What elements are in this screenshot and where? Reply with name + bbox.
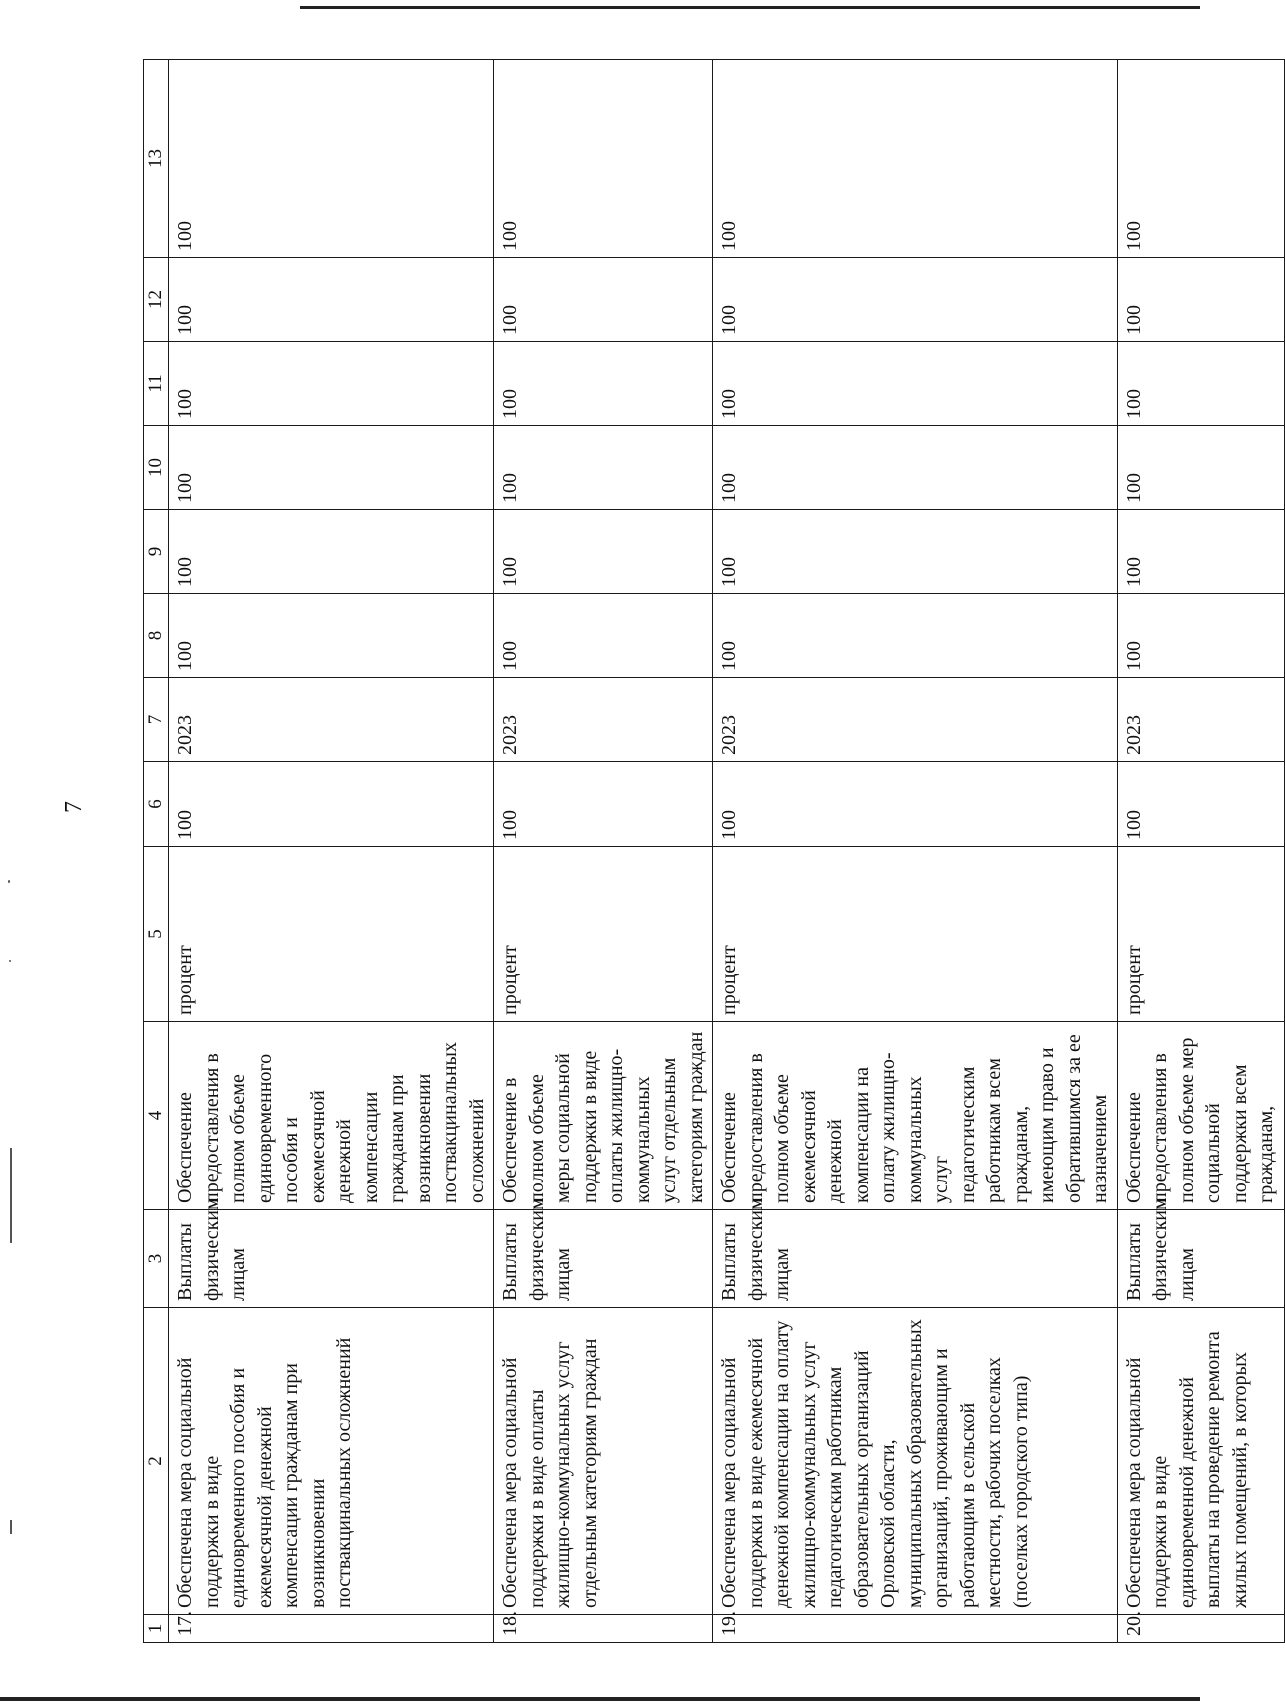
measure-name: Обеспечена мера социальной поддержки в виде ежемесячной денежной компенсации на оплату жилищно-коммунальных услуг педагогическим работникам образовательных организаций Орловской области, муниципальных образовательных организаций, проживающим и работающим в сельской местности, рабочих поселках (поселках городского типа) xyxy=(713,1308,1118,1615)
page-number: 7 xyxy=(61,801,87,813)
value-cell: 100 xyxy=(713,60,1118,258)
header-cell: 7 xyxy=(144,678,169,762)
value-cell: 100 xyxy=(169,594,494,678)
header-cell: 6 xyxy=(144,762,169,847)
unit: процент xyxy=(1117,847,1284,1022)
value-cell: 100 xyxy=(494,426,713,510)
row-number: 19. xyxy=(713,1615,1118,1643)
value-cell: 100 xyxy=(713,426,1118,510)
value-cell: 100 xyxy=(494,60,713,258)
unit: процент xyxy=(494,847,713,1022)
value-cell: 100 xyxy=(494,258,713,342)
measure-type: Выплаты физическим лицам xyxy=(494,1210,713,1308)
value-cell: 100 xyxy=(1117,594,1284,678)
header-cell: 4 xyxy=(144,1022,169,1210)
header-cell: 2 xyxy=(144,1308,169,1615)
row-number: 18. xyxy=(494,1615,713,1643)
indicator-name: Обеспечение предоставления в полном объеме мер социальной поддержки всем гражданам, xyxy=(1117,1022,1284,1210)
header-cell: 8 xyxy=(144,594,169,678)
measure-type: Выплаты физическим лицам xyxy=(169,1210,494,1308)
value-cell: 100 xyxy=(494,342,713,426)
measure-type: Выплаты физическим лицам xyxy=(1117,1210,1284,1308)
indicator-name: Обеспечение в полном объеме меры социальной поддержки в виде оплаты жилищно-коммунальных услуг отдельным категориям граждан xyxy=(494,1022,713,1210)
header-cell: 3 xyxy=(144,1210,169,1308)
header-cell: 13 xyxy=(144,60,169,258)
value-cell: 100 xyxy=(169,258,494,342)
base-value: 100 xyxy=(169,762,494,847)
value-cell: 100 xyxy=(494,510,713,594)
value-cell: 100 xyxy=(713,510,1118,594)
indicators-table xyxy=(143,59,1285,1643)
header-cell: 11 xyxy=(144,342,169,426)
table-row xyxy=(1117,60,1284,1643)
unit: процент xyxy=(713,847,1118,1022)
base-value: 100 xyxy=(494,762,713,847)
value-cell: 100 xyxy=(169,342,494,426)
measure-name: Обеспечена мера социальной поддержки в виде единовременной денежной выплаты на проведение ремонта жилых помещений, в которых xyxy=(1117,1308,1284,1615)
table-row xyxy=(169,60,494,1643)
base-year: 2023 xyxy=(713,678,1118,762)
base-year: 2023 xyxy=(1117,678,1284,762)
header-cell: 1 xyxy=(144,1615,169,1643)
value-cell: 100 xyxy=(1117,258,1284,342)
value-cell: 100 xyxy=(1117,510,1284,594)
measure-type: Выплаты физическим лицам xyxy=(713,1210,1118,1308)
header-cell: 5 xyxy=(144,847,169,1022)
value-cell: 100 xyxy=(713,258,1118,342)
value-cell: 100 xyxy=(713,342,1118,426)
base-value: 100 xyxy=(1117,762,1284,847)
base-value: 100 xyxy=(713,762,1118,847)
row-number: 17. xyxy=(169,1615,494,1643)
value-cell: 100 xyxy=(169,426,494,510)
value-cell: 100 xyxy=(169,60,494,258)
value-cell: 100 xyxy=(169,510,494,594)
base-year: 2023 xyxy=(169,678,494,762)
value-cell: 100 xyxy=(1117,426,1284,510)
table-row xyxy=(494,60,713,1643)
value-cell: 100 xyxy=(713,594,1118,678)
value-cell: 100 xyxy=(1117,342,1284,426)
indicator-name: Обеспечение предоставления в полном объеме единовременного пособия и ежемесячной денежной компенсации гражданам при возникновении поствакцинальных осложнений xyxy=(169,1022,494,1210)
header-cell: 9 xyxy=(144,510,169,594)
measure-name: Обеспечена мера социальной поддержки в виде оплаты жилищно-коммунальных услуг отдельным категориям граждан xyxy=(494,1308,713,1615)
unit: процент xyxy=(169,847,494,1022)
header-row xyxy=(144,60,169,1643)
header-cell: 12 xyxy=(144,258,169,342)
table-row xyxy=(713,60,1118,1643)
row-number: 20. xyxy=(1117,1615,1284,1643)
base-year: 2023 xyxy=(494,678,713,762)
measure-name: Обеспечена мера социальной поддержки в виде единовременного пособия и ежемесячной денежной компенсации гражданам при возникновении поствакцинальных осложнений xyxy=(169,1308,494,1615)
value-cell: 100 xyxy=(1117,60,1284,258)
value-cell: 100 xyxy=(494,594,713,678)
header-cell: 10 xyxy=(144,426,169,510)
indicator-name: Обеспечение предоставления в полном объеме ежемесячной денежной компенсации на оплату жилищно-коммунальных услуг педагогическим работникам всем гражданам, имеющим право и обратившимся за ее назначением xyxy=(713,1022,1118,1210)
landscape-page xyxy=(61,60,1277,1643)
